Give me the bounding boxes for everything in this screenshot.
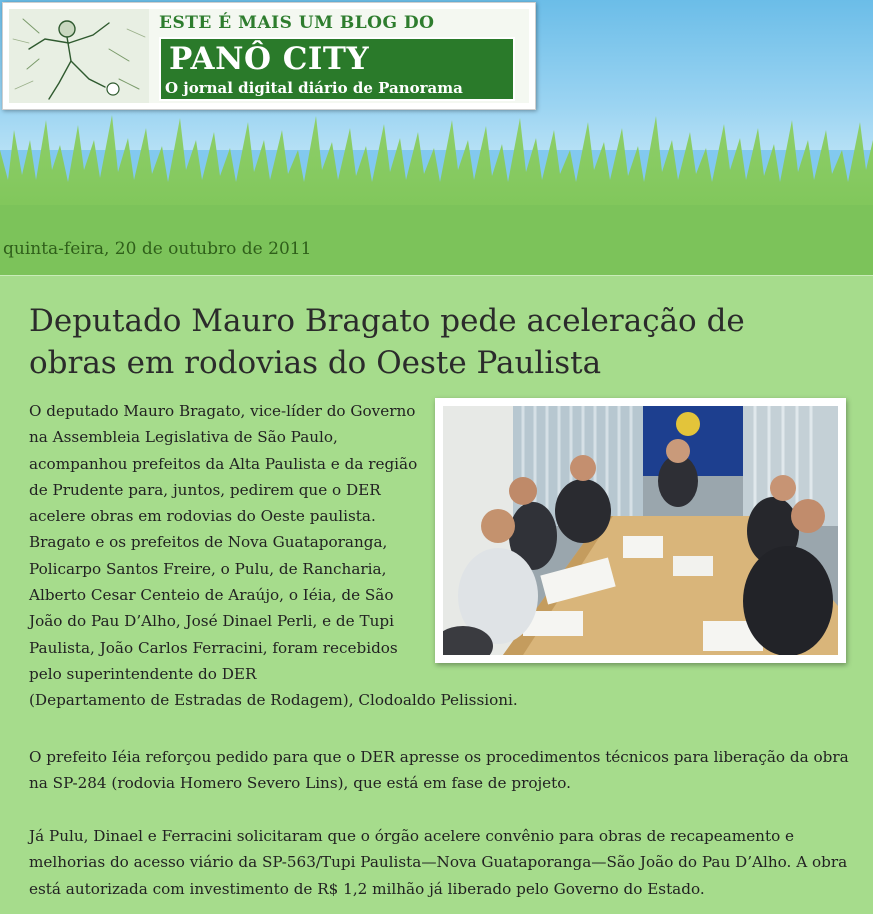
blog-header-banner[interactable] bbox=[2, 2, 536, 110]
meeting-photo-illustration bbox=[443, 406, 838, 655]
post-paragraph-1: O deputado Mauro Bragato, vice-líder do Governo na Assembleia Legislativa de São Paulo, acompanhou prefeitos da Alta Paulista e da região de Prudente para, juntos, pedirem que o DER acelere obras em rodovias do Oeste paulista. Bragato e os prefeitos de Nova Guataporanga, Policarpo Santos Freire, o Pulu, de Rancharia, Alberto Cesar Centeio de Araújo, o Iéia, de São João do Pau D’Alho, José Dinael Perli, e de Tupi Paulista, João Carlos Ferracini, foram recebidos pelo superintendente do DER bbox=[29, 402, 418, 683]
post-title[interactable]: Deputado Mauro Bragato pede aceleração de obras em rodovias do Oeste Paulista bbox=[29, 303, 745, 381]
banner-tagline: ESTE É MAIS UM BLOG DO bbox=[159, 13, 435, 33]
banner-title-box bbox=[159, 37, 515, 101]
blog-title: PANÔ CITY bbox=[169, 41, 370, 77]
post-paragraph-2: O prefeito Iéia reforçou pedido para que o DER apresse os procedimentos técnicos para liberação da obra na SP-284 (rodovia Homero Severo Lins), que está em fase de projeto. bbox=[29, 748, 849, 793]
soccer-player-illustration bbox=[9, 9, 149, 103]
post-photo[interactable] bbox=[435, 398, 846, 663]
post-paragraph-3: Já Pulu, Dinael e Ferracini solicitaram que o órgão acelere convênio para obras de recapeamento e melhorias do acesso viário da SP-563/Tupi Paulista—Nova Guataporanga—São João do Pau D’Alho. A obra está autorizada com investimento de R$ 1,2 milhão já liberado pelo Governo do Estado. bbox=[29, 827, 848, 898]
blog-subtitle: O jornal digital diário de Panorama bbox=[165, 79, 463, 97]
post-date-header: quinta-feira, 20 de outubro de 2011 bbox=[3, 239, 312, 259]
post-paragraph-1-end: (Departamento de Estradas de Rodagem), Clodoaldo Pelissioni. bbox=[29, 691, 518, 709]
